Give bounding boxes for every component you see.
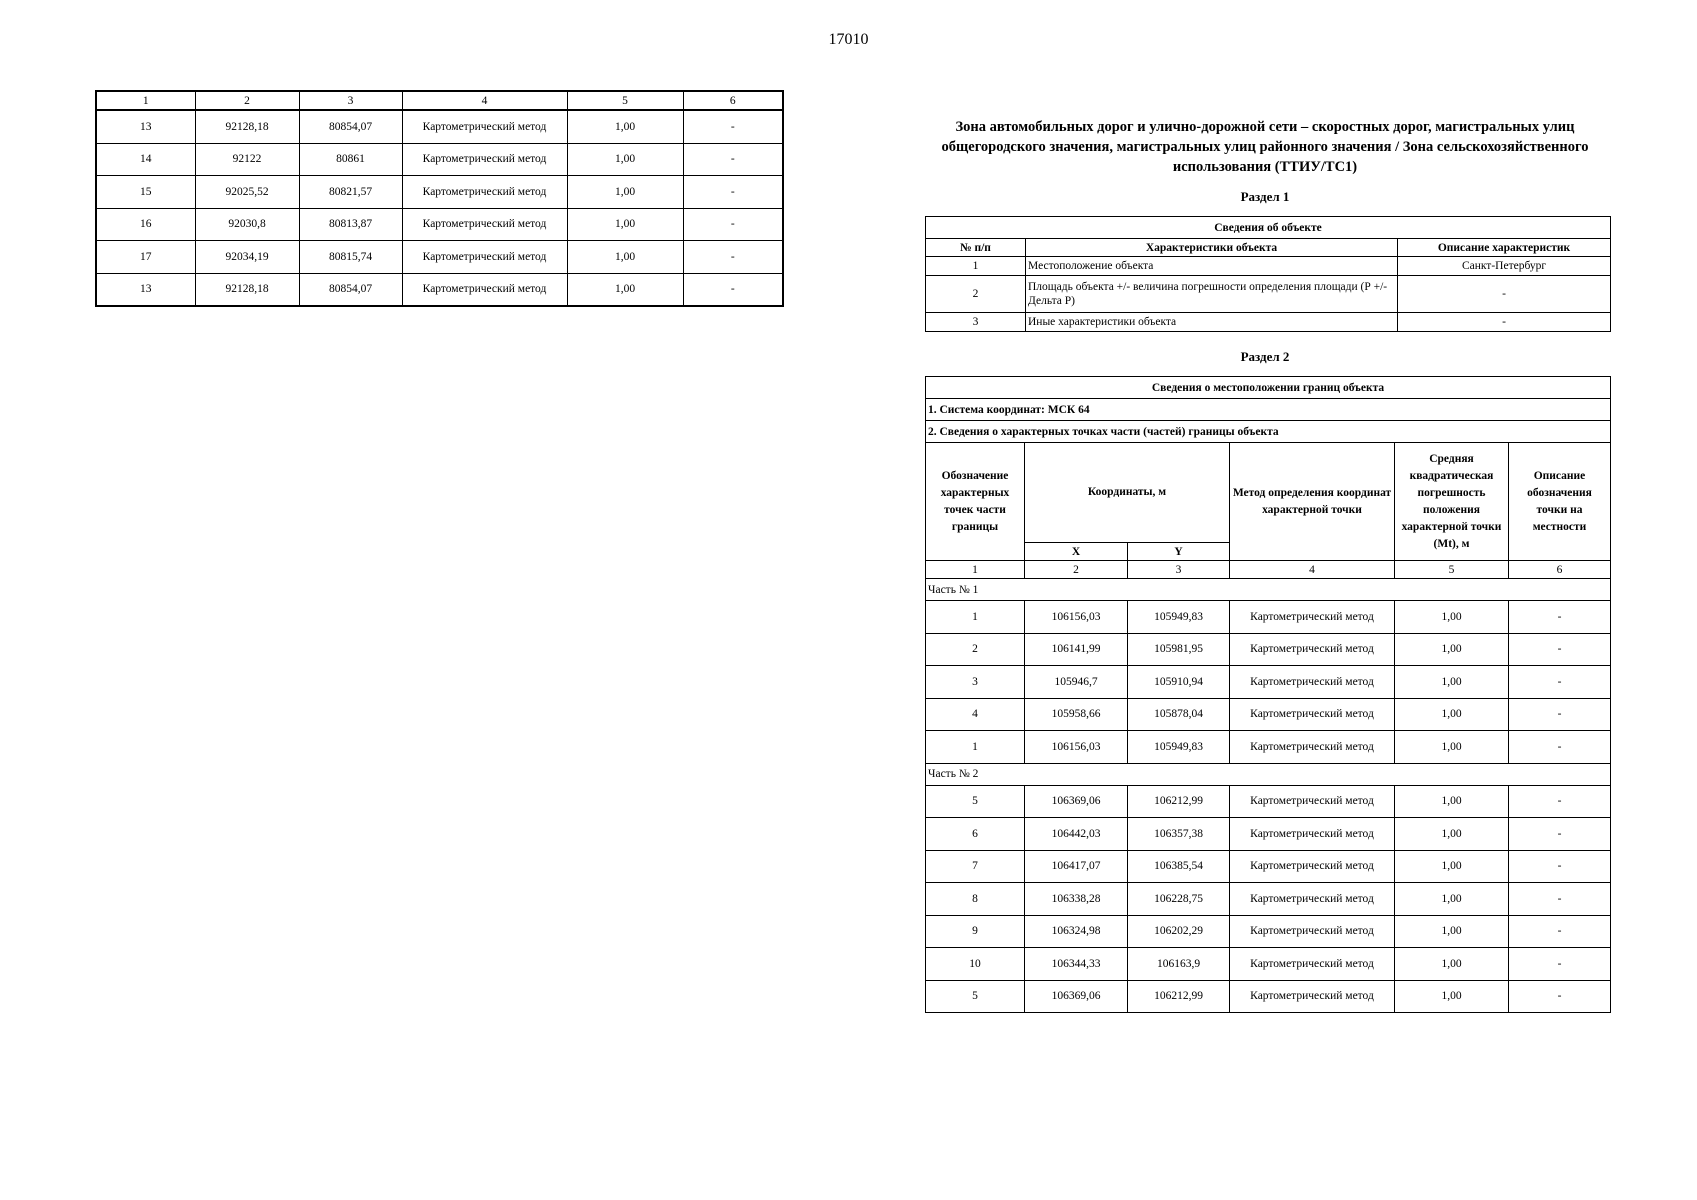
table-row — [926, 948, 1611, 981]
column-number: 5 — [1395, 561, 1509, 579]
description-cell: - — [683, 273, 783, 306]
error-cell: 1,00 — [1395, 818, 1509, 851]
x-coordinate-cell: 92122 — [195, 143, 299, 176]
method-cell: Картометрический метод — [1230, 915, 1395, 948]
left-coordinates-table — [95, 90, 784, 307]
point-number-cell: 1 — [926, 731, 1025, 764]
y-coordinate-cell: 106357,38 — [1128, 818, 1230, 851]
column-number: 4 — [1230, 561, 1395, 579]
x-coordinate-cell: 105958,66 — [1025, 698, 1128, 731]
table-row — [926, 883, 1611, 916]
error-cell: 1,00 — [567, 110, 683, 143]
col-x-header: X — [1025, 543, 1128, 561]
column-number: 6 — [683, 91, 783, 110]
method-cell: Картометрический метод — [402, 143, 567, 176]
point-number-cell: 9 — [926, 915, 1025, 948]
description-cell: - — [683, 143, 783, 176]
column-number: 1 — [926, 561, 1025, 579]
x-coordinate-cell: 106344,33 — [1025, 948, 1128, 981]
column-header: Характеристики объекта — [1026, 239, 1398, 257]
method-cell: Картометрический метод — [1230, 948, 1395, 981]
col-method-header: Метод определения координат характерной точки — [1230, 443, 1395, 561]
characteristic-value: - — [1398, 276, 1611, 313]
characteristic-name: Площадь объекта +/- величина погрешности определения площади (Р +/- Дельта Р) — [1026, 276, 1398, 313]
column-number: 3 — [1128, 561, 1230, 579]
table-row — [96, 241, 783, 274]
y-coordinate-cell: 106212,99 — [1128, 980, 1230, 1013]
column-number: 5 — [567, 91, 683, 110]
error-cell: 1,00 — [1395, 915, 1509, 948]
y-coordinate-cell: 105949,83 — [1128, 731, 1230, 764]
error-cell: 1,00 — [567, 176, 683, 209]
section-1-heading: Раздел 1 — [1240, 189, 1290, 204]
x-coordinate-cell: 106156,03 — [1025, 601, 1128, 634]
column-number: 2 — [195, 91, 299, 110]
description-cell: - — [683, 110, 783, 143]
method-cell: Картометрический метод — [1230, 980, 1395, 1013]
description-cell: - — [1509, 698, 1611, 731]
col-coordinates-header: Координаты, м — [1025, 443, 1230, 543]
point-number-cell: 8 — [926, 883, 1025, 916]
method-cell: Картометрический метод — [402, 241, 567, 274]
description-cell: - — [1509, 850, 1611, 883]
description-cell: - — [683, 208, 783, 241]
description-cell: - — [683, 241, 783, 274]
col-y-header: Y — [1128, 543, 1230, 561]
error-cell: 1,00 — [1395, 633, 1509, 666]
method-cell: Картометрический метод — [1230, 666, 1395, 699]
boundary-points-table — [925, 376, 1611, 1013]
table-row — [96, 176, 783, 209]
x-coordinate-cell: 92128,18 — [195, 110, 299, 143]
column-number: 4 — [402, 91, 567, 110]
part-label: Часть № 2 — [926, 763, 1611, 785]
error-cell: 1,00 — [567, 273, 683, 306]
column-number: 6 — [1509, 561, 1611, 579]
point-number-cell: 13 — [96, 110, 195, 143]
column-number: 3 — [299, 91, 402, 110]
y-coordinate-cell: 80815,74 — [299, 241, 402, 274]
x-coordinate-cell: 92034,19 — [195, 241, 299, 274]
point-number-cell: 3 — [926, 666, 1025, 699]
y-coordinate-cell: 80854,07 — [299, 273, 402, 306]
row-number: 1 — [926, 257, 1026, 276]
table-row — [96, 110, 783, 143]
characteristic-name: Местоположение объекта — [1026, 257, 1398, 276]
description-cell: - — [1509, 731, 1611, 764]
error-cell: 1,00 — [1395, 785, 1509, 818]
column-number: 1 — [96, 91, 195, 110]
points-caption: 2. Сведения о характерных точках части (частей) границы объекта — [926, 421, 1611, 443]
x-coordinate-cell: 106369,06 — [1025, 785, 1128, 818]
table-row — [926, 980, 1611, 1013]
error-cell: 1,00 — [1395, 980, 1509, 1013]
description-cell: - — [1509, 818, 1611, 851]
method-cell: Картометрический метод — [1230, 633, 1395, 666]
method-cell: Картометрический метод — [1230, 731, 1395, 764]
y-coordinate-cell: 80861 — [299, 143, 402, 176]
description-cell: - — [683, 176, 783, 209]
y-coordinate-cell: 105878,04 — [1128, 698, 1230, 731]
x-coordinate-cell: 92030,8 — [195, 208, 299, 241]
method-cell: Картометрический метод — [402, 273, 567, 306]
table-row — [96, 273, 783, 306]
y-coordinate-cell: 80813,87 — [299, 208, 402, 241]
part-label-row — [926, 763, 1611, 785]
error-cell: 1,00 — [1395, 666, 1509, 699]
point-number-cell: 7 — [926, 850, 1025, 883]
point-number-cell: 1 — [926, 601, 1025, 634]
error-cell: 1,00 — [567, 143, 683, 176]
y-coordinate-cell: 80821,57 — [299, 176, 402, 209]
method-cell: Картометрический метод — [1230, 601, 1395, 634]
description-cell: - — [1509, 883, 1611, 916]
point-number-cell: 6 — [926, 818, 1025, 851]
method-cell: Картометрический метод — [1230, 883, 1395, 916]
row-number: 2 — [926, 276, 1026, 313]
col-designation-header: Обозначение характерных точек части границы — [926, 443, 1025, 561]
description-cell: - — [1509, 601, 1611, 634]
y-coordinate-cell: 105910,94 — [1128, 666, 1230, 699]
column-header: Описание характеристик — [1398, 239, 1611, 257]
x-coordinate-cell: 106324,98 — [1025, 915, 1128, 948]
y-coordinate-cell: 106212,99 — [1128, 785, 1230, 818]
description-cell: - — [1509, 915, 1611, 948]
x-coordinate-cell: 92128,18 — [195, 273, 299, 306]
y-coordinate-cell: 105981,95 — [1128, 633, 1230, 666]
coordinate-system: 1. Система координат: МСК 64 — [926, 399, 1611, 421]
x-coordinate-cell: 106369,06 — [1025, 980, 1128, 1013]
x-coordinate-cell: 106156,03 — [1025, 731, 1128, 764]
table-row — [926, 698, 1611, 731]
table-row — [96, 143, 783, 176]
column-header: № п/п — [926, 239, 1026, 257]
table-row — [926, 731, 1611, 764]
table-row — [926, 601, 1611, 634]
y-coordinate-cell: 106163,9 — [1128, 948, 1230, 981]
error-cell: 1,00 — [1395, 883, 1509, 916]
x-coordinate-cell: 106338,28 — [1025, 883, 1128, 916]
column-number: 2 — [1025, 561, 1128, 579]
table-row — [926, 666, 1611, 699]
table-row — [926, 633, 1611, 666]
error-cell: 1,00 — [1395, 698, 1509, 731]
method-cell: Картометрический метод — [402, 208, 567, 241]
method-cell: Картометрический метод — [402, 176, 567, 209]
method-cell: Картометрический метод — [1230, 698, 1395, 731]
object-info-table — [925, 216, 1611, 332]
table-row — [926, 818, 1611, 851]
y-coordinate-cell: 105949,83 — [1128, 601, 1230, 634]
part-label-row — [926, 579, 1611, 601]
x-coordinate-cell: 105946,7 — [1025, 666, 1128, 699]
col-error-header: Средняя квадратическая погрешность положения характерной точки (Mt), м — [1395, 443, 1509, 561]
point-number-cell: 14 — [96, 143, 195, 176]
zone-title: Зона автомобильных дорог и улично-дорожной сети – скоростных дорог, магистральных улиц общегородского значения, магистральных улиц районного значения / Зона сельскохозяйственного использования (ТТИУ/ТС1) — [941, 119, 1589, 175]
error-cell: 1,00 — [567, 208, 683, 241]
table-row — [926, 850, 1611, 883]
col-description-header: Описание обозначения точки на местности — [1509, 443, 1611, 561]
y-coordinate-cell: 106385,54 — [1128, 850, 1230, 883]
method-cell: Картометрический метод — [402, 110, 567, 143]
row-number: 3 — [926, 313, 1026, 332]
error-cell: 1,00 — [1395, 850, 1509, 883]
error-cell: 1,00 — [1395, 731, 1509, 764]
page-number: 17010 — [828, 31, 869, 48]
table-row — [96, 208, 783, 241]
x-coordinate-cell: 106417,07 — [1025, 850, 1128, 883]
characteristic-name: Иные характеристики объекта — [1026, 313, 1398, 332]
table-row — [926, 915, 1611, 948]
description-cell: - — [1509, 785, 1611, 818]
point-number-cell: 5 — [926, 980, 1025, 1013]
point-number-cell: 17 — [96, 241, 195, 274]
method-cell: Картометрический метод — [1230, 850, 1395, 883]
point-number-cell: 4 — [926, 698, 1025, 731]
characteristic-value: - — [1398, 313, 1611, 332]
point-number-cell: 13 — [96, 273, 195, 306]
boundary-caption: Сведения о местоположении границ объекта — [926, 377, 1611, 399]
table-row — [926, 785, 1611, 818]
y-coordinate-cell: 80854,07 — [299, 110, 402, 143]
part-label: Часть № 1 — [926, 579, 1611, 601]
x-coordinate-cell: 106442,03 — [1025, 818, 1128, 851]
y-coordinate-cell: 106202,29 — [1128, 915, 1230, 948]
description-cell: - — [1509, 666, 1611, 699]
point-number-cell: 10 — [926, 948, 1025, 981]
point-number-cell: 16 — [96, 208, 195, 241]
error-cell: 1,00 — [567, 241, 683, 274]
point-number-cell: 15 — [96, 176, 195, 209]
section-2-heading: Раздел 2 — [1240, 349, 1290, 364]
description-cell: - — [1509, 980, 1611, 1013]
error-cell: 1,00 — [1395, 601, 1509, 634]
characteristic-value: Санкт-Петербург — [1398, 257, 1611, 276]
y-coordinate-cell: 106228,75 — [1128, 883, 1230, 916]
left-table-header-row — [96, 91, 783, 110]
point-number-cell: 2 — [926, 633, 1025, 666]
x-coordinate-cell: 106141,99 — [1025, 633, 1128, 666]
description-cell: - — [1509, 948, 1611, 981]
point-number-cell: 5 — [926, 785, 1025, 818]
method-cell: Картометрический метод — [1230, 818, 1395, 851]
error-cell: 1,00 — [1395, 948, 1509, 981]
method-cell: Картометрический метод — [1230, 785, 1395, 818]
description-cell: - — [1509, 633, 1611, 666]
object-info-caption: Сведения об объекте — [926, 217, 1611, 239]
x-coordinate-cell: 92025,52 — [195, 176, 299, 209]
